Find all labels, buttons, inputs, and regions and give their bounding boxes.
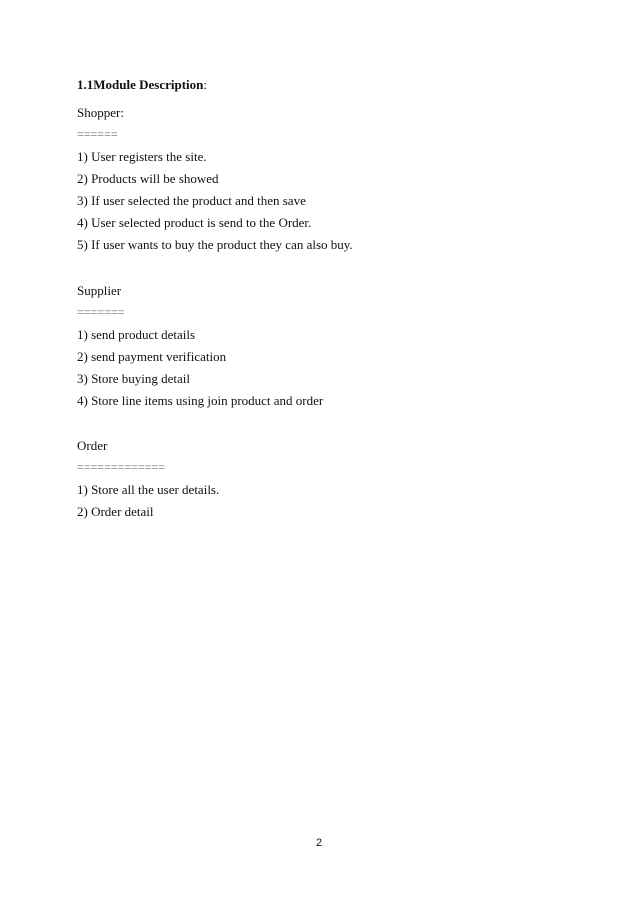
shopper-item-5: 5) If user wants to buy the product they can also buy. xyxy=(77,237,353,252)
supplier-title: Supplier xyxy=(77,283,122,298)
shopper-item-2: 2) Products will be showed xyxy=(77,171,219,186)
shopper-item-3: 3) If user selected the product and then save xyxy=(77,193,306,208)
supplier-item-4: 4) Store line items using join product and order xyxy=(77,393,324,408)
supplier-separator: ======= xyxy=(77,305,125,319)
supplier-item-3: 3) Store buying detail xyxy=(77,371,191,386)
order-item-1: 1) Store all the user details. xyxy=(77,482,220,497)
page-number: 2 xyxy=(315,837,323,849)
section-heading-text: 1.1Module Description xyxy=(77,77,204,92)
shopper-item-4: 4) User selected product is send to the Order. xyxy=(77,215,312,230)
shopper-title: Shopper: xyxy=(77,105,124,120)
shopper-separator: ====== xyxy=(77,127,118,141)
order-title: Order xyxy=(77,438,108,453)
order-separator: ============= xyxy=(77,460,165,474)
supplier-item-1: 1) send product details xyxy=(77,327,196,342)
shopper-item-1: 1) User registers the site. xyxy=(77,149,207,164)
supplier-item-2: 2) send payment verification xyxy=(77,349,227,364)
order-item-2: 2) Order detail xyxy=(77,504,154,519)
section-heading xyxy=(77,77,207,93)
section-heading-suffix: : xyxy=(203,77,208,92)
